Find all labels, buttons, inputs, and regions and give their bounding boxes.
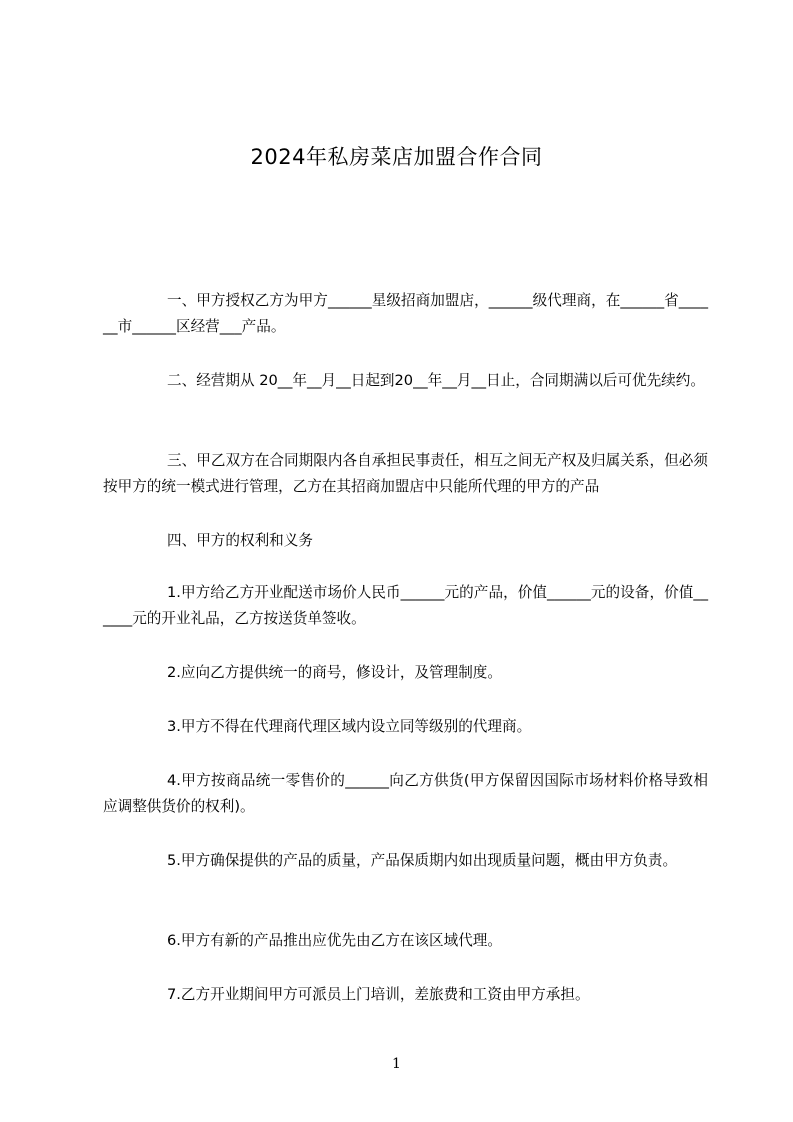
document-title: 2024年私房菜店加盟合作合同 [250,145,543,169]
clause-3 [103,448,708,500]
clause-2-text: 二、经营期从 20__年__月__日起到20__年__月__日止，合同期满以后可优先续约。 [167,372,705,389]
clause-4-item-6-text: 6.甲方有新的产品推出应优先由乙方在该区域代理。 [167,932,502,949]
clause-4-item-2 [103,660,708,686]
clause-2 [103,368,708,394]
clause-4-item-4 [103,768,708,820]
clause-1 [103,288,708,340]
clause-4-item-3 [103,714,708,740]
clause-4-item-6 [103,928,708,954]
clause-3-text: 三、甲乙双方在合同期限内各自承担民事责任，相互之间无产权及归属关系，但必须按甲方的统一模式进行管理，乙方在其招商加盟店中只能所代理的甲方的产品 [103,452,708,495]
clause-4-item-7 [103,982,708,1008]
clause-4-item-1-text: 1.甲方给乙方开业配送市场价人民币______元的产品，价值______元的设备，价值______元的开业礼品，乙方按送货单签收。 [103,584,708,627]
clause-4-item-5-text: 5.甲方确保提供的产品的质量，产品保质期内如出现质量问题，概由甲方负责。 [167,852,678,869]
clause-4-heading-text: 四、甲方的权利和义务 [167,532,313,549]
clause-4-item-2-text: 2.应向乙方提供统一的商号，修设计，及管理制度。 [167,664,502,681]
clause-1-text: 一、甲方授权乙方为甲方______星级招商加盟店，______级代理商，在______省______市______区经营___产品。 [103,292,708,335]
clause-4-item-1 [103,580,708,632]
clause-4-item-5 [103,848,708,874]
clause-4-heading [103,528,708,554]
clause-4-item-7-text: 7.乙方开业期间甲方可派员上门培训，差旅费和工资由甲方承担。 [167,986,590,1003]
page-number: 1 [392,1056,401,1072]
clause-4-item-4-text: 4.甲方按商品统一零售价的______向乙方供货(甲方保留因国际市场材料价格导致相应调整供货价的权利)。 [103,772,708,815]
clause-4-item-3-text: 3.甲方不得在代理商代理区域内设立同等级别的代理商。 [167,718,532,735]
